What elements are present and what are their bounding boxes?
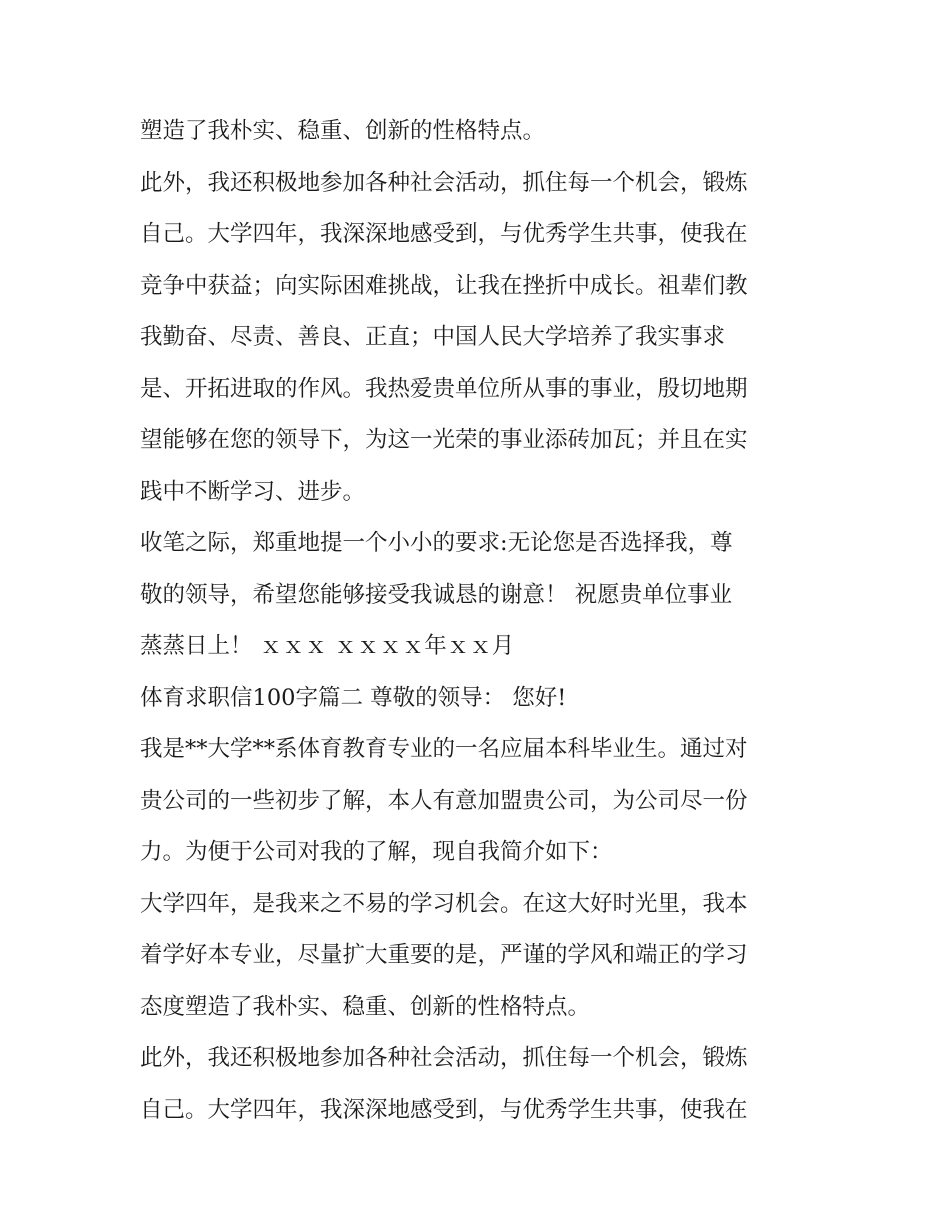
text-line: 望能够在您的领导下，为这一光荣的事业添砖加瓦；并且在实 xyxy=(140,427,748,453)
text-line: 贵公司的一些初步了解，本人有意加盟贵公司，为公司尽一份 xyxy=(140,787,748,814)
text-line: 大学四年，是我来之不易的学习机会。在这大好时光里，我本 xyxy=(140,890,748,917)
text-line: 自己。大学四年，我深深地感受到，与优秀学生共事，使我在 xyxy=(140,1096,748,1123)
text-line: 践中不断学习、进步。 xyxy=(140,478,366,505)
text-line: 我是**大学**系体育教育专业的一名应届本科毕业生。通过对 xyxy=(140,736,748,762)
text-line: 力。为便于公司对我的了解，现自我简介如下： xyxy=(140,839,613,865)
text-line: 此外，我还积极地参加各种社会活动，抓住每一个机会，锻炼 xyxy=(140,1045,748,1071)
text-line: 竞争中获益；向实际困难挑战，让我在挫折中成长。祖辈们教 xyxy=(140,272,748,299)
text-line: 着学好本专业，尽量扩大重要的是，严谨的学风和端正的学习 xyxy=(140,942,748,968)
body-text xyxy=(140,106,820,1136)
text-line: 自己。大学四年，我深深地感受到，与优秀学生共事，使我在 xyxy=(140,221,748,247)
section-heading-line: 体育求职信100字篇二 尊敬的领导： 您好! xyxy=(140,684,567,711)
text-line: 塑造了我朴实、稳重、创新的性格特点。 xyxy=(140,118,546,144)
text-line: 是、开拓进取的作风。我热爱贵单位所从事的事业，殷切地期 xyxy=(140,375,748,402)
text-line: 收笔之际，郑重地提一个小小的要求:无论您是否选择我，尊 xyxy=(140,530,733,556)
text-line: 敬的领导，希望您能够接受我诚恳的谢意！ 祝愿贵单位事业 xyxy=(140,581,733,608)
text-line: 态度塑造了我朴实、稳重、创新的性格特点。 xyxy=(140,993,591,1020)
text-line: 我勤奋、尽责、善良、正直；中国人民大学培养了我实事求 xyxy=(140,324,726,350)
text-line: 此外，我还积极地参加各种社会活动，抓住每一个机会，锻炼 xyxy=(140,169,748,196)
text-line: 蒸蒸日上！ ｘｘｘ ｘｘｘｘ年ｘｘ月 xyxy=(140,633,515,659)
